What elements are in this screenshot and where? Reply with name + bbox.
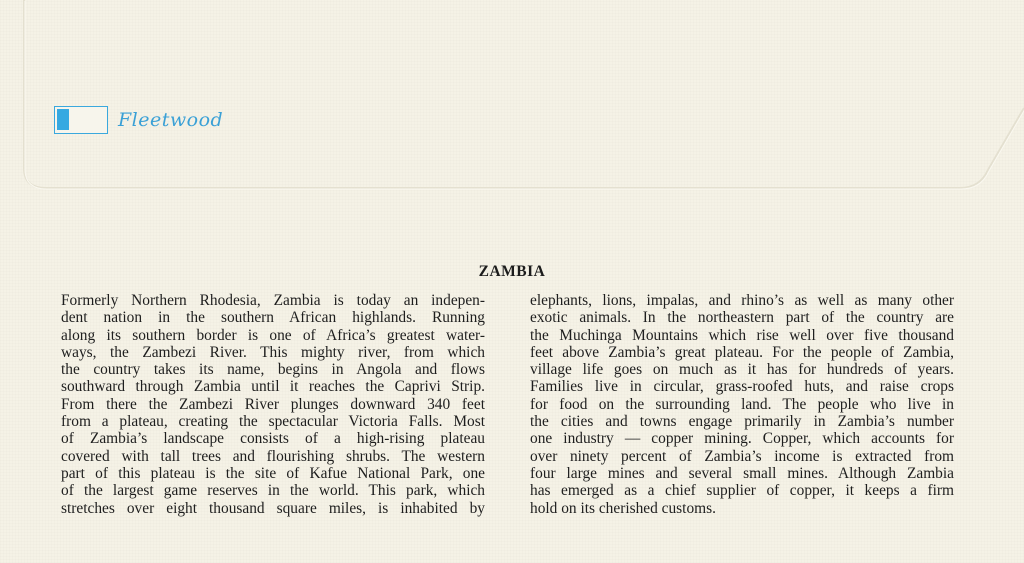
text-line: exotic animals. In the northeastern part of the country are xyxy=(530,309,954,327)
article-left-column xyxy=(61,292,485,517)
text-line: elephants, lions, impalas, and rhino’s as well as many other xyxy=(530,292,954,309)
text-line: Families live in circular, grass-roofed huts, and raise crops xyxy=(530,378,954,396)
article-right-column xyxy=(530,292,954,517)
text-line: dent nation in the southern African highlands. Running xyxy=(61,309,485,327)
text-line: covered with tall trees and flourishing shrubs. The western xyxy=(61,447,485,465)
brand-logo-text: Fleetwood xyxy=(118,109,224,131)
text-line: has emerged as a chief supplier of copper, it keeps a firm xyxy=(530,482,954,500)
text-line: village life goes on much as it has for hundreds of years. xyxy=(530,361,954,379)
text-line: From there the Zambezi River plunges downward 340 feet xyxy=(61,395,485,413)
brand-logo-fill xyxy=(57,109,69,130)
text-line: the Muchinga Mountains which rise well over five thousand xyxy=(530,326,954,344)
text-line: Formerly Northern Rhodesia, Zambia is today an indepen- xyxy=(61,292,485,309)
text-line: from a plateau, creating the spectacular Victoria Falls. Most xyxy=(61,413,485,431)
text-line: stretches over eight thousand square miles, is inhabited by xyxy=(61,499,485,517)
text-line: part of this plateau is the site of Kafue National Park, one xyxy=(61,464,485,482)
text-line: along its southern border is one of Africa’s greatest water- xyxy=(61,326,485,344)
text-line: ways, the Zambezi River. This mighty river, from which xyxy=(61,343,485,361)
text-line: for food on the surrounding land. The people who live in xyxy=(530,395,954,413)
text-line: the country takes its name, begins in Angola and flows xyxy=(61,361,485,379)
text-line: the cities and towns engage primarily in Zambia’s number xyxy=(530,413,954,431)
flap-edge xyxy=(24,0,1024,188)
text-line: one industry — copper mining. Copper, which accounts for xyxy=(530,430,954,448)
brand-logo-mark xyxy=(54,106,108,134)
text-line: of Zambia’s landscape consists of a high-rising plateau xyxy=(61,430,485,448)
flap-shadow xyxy=(25,1,1024,189)
text-line: over ninety percent of Zambia’s income is extracted from xyxy=(530,447,954,465)
brand-logo xyxy=(54,106,223,134)
text-line: four large mines and several small mines. Although Zambia xyxy=(530,464,954,482)
text-line: of the largest game reserves in the world. This park, which xyxy=(61,482,485,500)
text-line: hold on its cherished customs. xyxy=(530,499,716,517)
text-line: feet above Zambia’s great plateau. For the people of Zambia, xyxy=(530,343,954,361)
article-title: ZAMBIA xyxy=(478,263,546,280)
text-line: southward through Zambia until it reaches the Caprivi Strip. xyxy=(61,378,485,396)
